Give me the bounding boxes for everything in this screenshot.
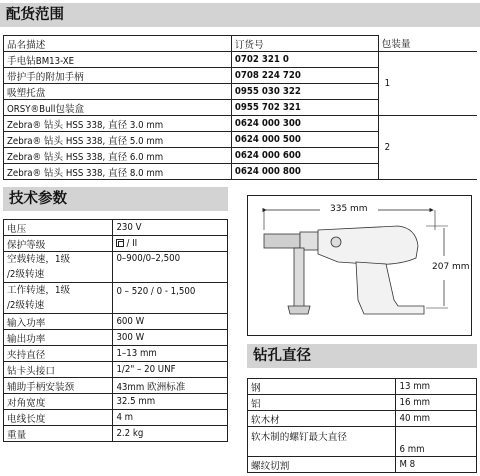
tech-value: 0 – 520 / 0 - 1,500 (113, 283, 228, 314)
drill-value: 6 mm (396, 427, 477, 457)
table-row (4, 378, 228, 394)
tech-value-protection (113, 236, 228, 252)
tech-value: 600 W (113, 314, 228, 330)
tech-label: 对角宽度 (4, 394, 113, 410)
drill-label: 软木制的螺钉最大直径 (248, 427, 396, 457)
table-row (4, 220, 228, 236)
protection-class-ii-icon (116, 239, 124, 247)
tech-label: 输出功率 (4, 330, 113, 346)
drill-value: 13 mm (396, 379, 477, 395)
table-row (4, 346, 228, 362)
scope-table (3, 35, 477, 180)
table-row (4, 283, 228, 314)
scope-header-code: 订货号 (231, 36, 378, 52)
table-row (248, 395, 477, 411)
tech-value: 230 V (113, 220, 228, 236)
scope-section-title: 配货范围 (0, 3, 480, 27)
tech-value: 1–13 mm (113, 346, 228, 362)
scope-code: 0624 000 800 (231, 164, 378, 180)
scope-desc: Zebra® 钻头 HSS 338, 直径 8.0 mm (4, 164, 232, 180)
table-row (248, 457, 477, 473)
tech-label: 工作转速，1级 /2级转速 (4, 283, 113, 314)
drill-value: M 8 (396, 457, 477, 473)
tech-label: 空载转速，1级 /2级转速 (4, 252, 113, 283)
drill-section-title: 钻孔直径 (247, 344, 477, 368)
scope-desc: 带护手的附加手柄 (4, 68, 232, 84)
tech-value: 300 W (113, 330, 228, 346)
table-row (4, 330, 228, 346)
tech-value: 1/2" – 20 UNF (113, 362, 228, 378)
scope-desc: 手电钻BM13-XE (4, 52, 232, 68)
length-dimension-label: 335 mm (330, 204, 368, 214)
table-row (4, 394, 228, 410)
tech-label: 保护等级 (4, 236, 113, 252)
tech-label: 重量 (4, 426, 113, 442)
scope-code: 0955 702 321 (231, 100, 378, 116)
scope-desc: Zebra® 钻头 HSS 338, 直径 3.0 mm (4, 116, 232, 132)
scope-desc: Zebra® 钻头 HSS 338, 直径 5.0 mm (4, 132, 232, 148)
scope-desc: Zebra® 钻头 HSS 338, 直径 6.0 mm (4, 148, 232, 164)
drill-label: 螺纹切割 (248, 457, 396, 473)
tech-label: 电线长度 (4, 410, 113, 426)
tech-value: 2.2 kg (113, 426, 228, 442)
tech-value: 32.5 mm (113, 394, 228, 410)
table-row (248, 427, 477, 457)
scope-header-row (4, 36, 478, 52)
drill-label: 软木材 (248, 411, 396, 427)
scope-header-desc: 品名描述 (4, 36, 232, 52)
scope-desc: ORSY®Bull包装盒 (4, 100, 232, 116)
table-row (4, 52, 478, 68)
table-row (248, 411, 477, 427)
table-row (4, 410, 228, 426)
tech-label: 输入功率 (4, 314, 113, 330)
scope-header-pkg: 包装量 (378, 36, 477, 52)
height-dimension-label: 207 mm (432, 262, 470, 272)
scope-code: 0708 224 720 (231, 68, 378, 84)
table-row (4, 314, 228, 330)
drill-label: 铝 (248, 395, 396, 411)
tech-label: 钻卡头接口 (4, 362, 113, 378)
scope-code: 0624 000 500 (231, 132, 378, 148)
table-row (248, 379, 477, 395)
scope-code: 0702 321 0 (231, 52, 378, 68)
table-row (4, 362, 228, 378)
scope-pkg-2: 2 (378, 116, 477, 180)
scope-code: 0955 030 322 (231, 84, 378, 100)
scope-pkg-1: 1 (378, 52, 477, 116)
tech-value: / II (126, 238, 138, 249)
table-row (4, 252, 228, 283)
tech-value: 0–900/0–2,500 (113, 252, 228, 283)
tech-value: 43mm 欧洲标准 (113, 378, 228, 394)
drill-drawing (247, 195, 472, 336)
drill-table (247, 378, 477, 473)
tech-value: 4 m (113, 410, 228, 426)
table-row (4, 236, 228, 252)
drill-label: 钢 (248, 379, 396, 395)
tech-table (3, 219, 228, 442)
drill-silhouette (264, 226, 424, 314)
scope-code: 0624 000 300 (231, 116, 378, 132)
tech-label: 电压 (4, 220, 113, 236)
tech-label: 夹持直径 (4, 346, 113, 362)
tech-label: 辅助手柄安装颈 (4, 378, 113, 394)
scope-code: 0624 000 600 (231, 148, 378, 164)
tech-section-title: 技术参数 (3, 187, 228, 211)
drill-value: 16 mm (396, 395, 477, 411)
drill-value: 40 mm (396, 411, 477, 427)
table-row (4, 116, 478, 132)
scope-desc: 吸塑托盘 (4, 84, 232, 100)
table-row (4, 426, 228, 442)
